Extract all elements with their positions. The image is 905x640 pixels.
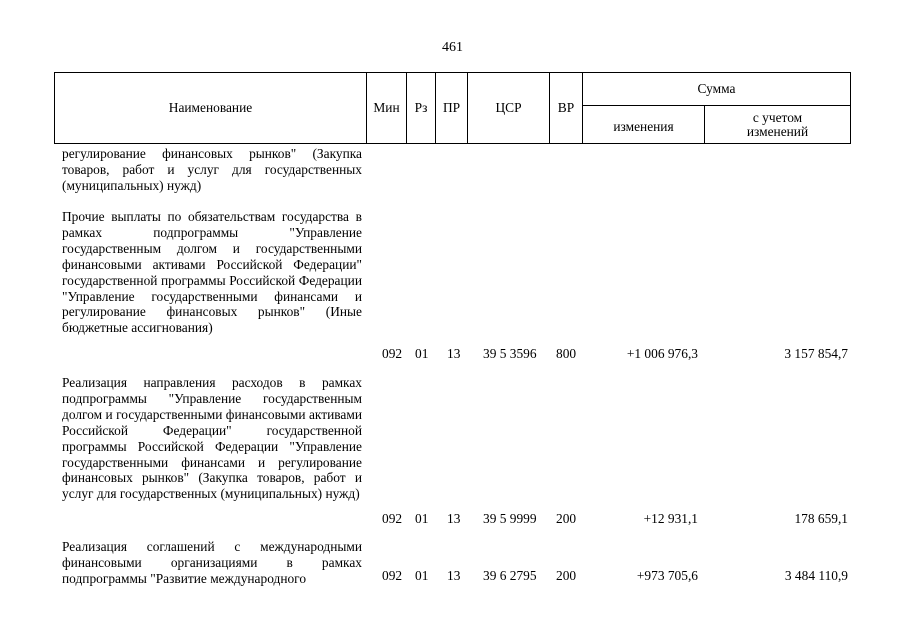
row-3-name: Реализация направления расходов в рамках подпрограммы "Управление государственным долгом и государственными финансовыми активами Российской Федерации" государственной программы Российской Федерации "Управление государственными финансами и регулирование финансовых рынков" (Закупка товаров, работ и услуг для государственных (муниципальных) нужд) bbox=[62, 375, 362, 502]
header-change: изменения bbox=[613, 118, 674, 134]
header-with-change-line2: изменений bbox=[746, 123, 809, 139]
row-3-change: +12 931,1 bbox=[643, 511, 698, 526]
header-rz: Рз bbox=[414, 100, 428, 115]
row-1-name: регулирование финансовых рынков" (Закупка товаров, работ и услуг для государственных (муниципальных) нужд) bbox=[62, 146, 362, 193]
row-2-change: +1 006 976,3 bbox=[626, 346, 698, 361]
header-with-change bbox=[705, 106, 850, 143]
row-4-min: 092 bbox=[382, 568, 403, 583]
row-2-pr: 13 bbox=[447, 346, 461, 361]
row-3-total: 178 659,1 bbox=[794, 511, 848, 526]
row-2-min: 092 bbox=[382, 346, 403, 361]
page-number: 461 bbox=[442, 40, 463, 55]
row-2-csr: 39 5 3596 bbox=[483, 346, 537, 361]
row-4-pr: 13 bbox=[447, 568, 461, 583]
row-4-name: Реализация соглашений с международными финансовыми организациями в рамках подпрограммы "Развитие международного bbox=[62, 539, 362, 586]
row-3-pr: 13 bbox=[447, 511, 461, 526]
row-4-csr: 39 6 2795 bbox=[483, 568, 537, 583]
header-vr: ВР bbox=[557, 100, 575, 115]
row-3-rz: 01 bbox=[415, 511, 429, 526]
header-name: Наименование bbox=[168, 100, 253, 115]
row-4-rz: 01 bbox=[415, 568, 429, 583]
row-3-min: 092 bbox=[382, 511, 403, 526]
header-min: Мин bbox=[373, 100, 400, 115]
row-4-change: +973 705,6 bbox=[636, 568, 698, 583]
header-with-change-line1: с учетом bbox=[752, 109, 803, 125]
row-3-vr: 200 bbox=[556, 511, 577, 526]
row-4-total: 3 484 110,9 bbox=[784, 568, 848, 583]
header-pr: ПР bbox=[442, 100, 461, 115]
header-border-right bbox=[850, 72, 851, 144]
row-4-vr: 200 bbox=[556, 568, 577, 583]
row-2-vr: 800 bbox=[556, 346, 577, 361]
header-bottom-border bbox=[54, 143, 851, 144]
header-sum: Сумма bbox=[697, 81, 736, 96]
header-csr: ЦСР bbox=[495, 100, 522, 115]
row-2-rz: 01 bbox=[415, 346, 429, 361]
row-2-name: Прочие выплаты по обязательствам государства в рамках подпрограммы "Управление государственным долгом и государственными финансовыми активами Российской Федерации" государственной программы Российской Федерации "Управление государственными финансами и регулирование финансовых рынков" (Иные бюджетные ассигнования) bbox=[62, 209, 362, 336]
row-2-total: 3 157 854,7 bbox=[784, 346, 848, 361]
row-3-csr: 39 5 9999 bbox=[483, 511, 537, 526]
